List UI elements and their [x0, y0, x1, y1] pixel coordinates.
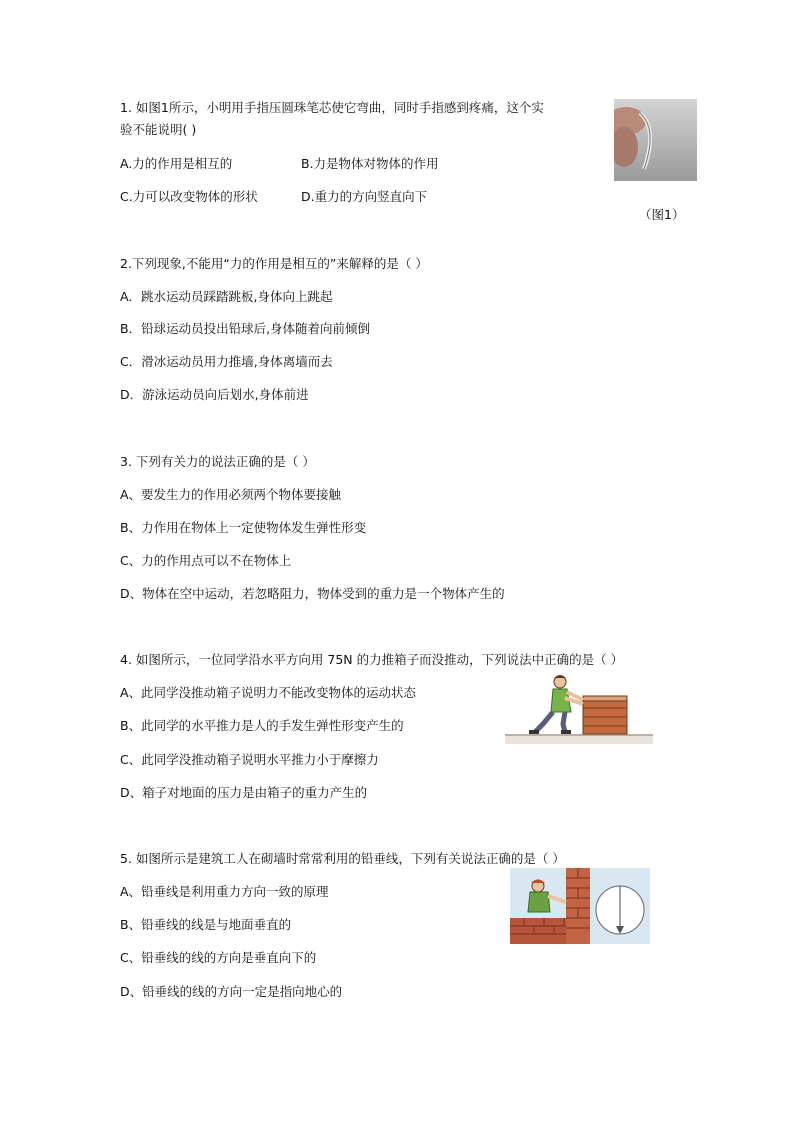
q4-option-b: B、此同学的水平推力是人的手发生弹性形变产生的	[120, 718, 404, 733]
q1-option-a: A.力的作用是相互的	[120, 156, 233, 171]
q4-figure-push-box	[505, 672, 655, 748]
q2-option-a: A．跳水运动员踩踏跳板,身体向上跳起	[120, 289, 333, 304]
q1-figure-pen-bend	[614, 99, 697, 181]
q1-option-b: B.力是物体对物体的作用	[301, 156, 439, 171]
q3-option-c: C、力的作用点可以不在物体上	[120, 553, 292, 568]
q1-figure-caption: （图1）	[639, 207, 685, 222]
q5-option-a: A、铅垂线是利用重力方向一致的原理	[120, 884, 329, 899]
q2-option-c: C．滑冰运动员用力推墙,身体离墙而去	[120, 354, 333, 369]
q5-option-b: B、铅垂线的线是与地面垂直的	[120, 917, 292, 932]
q1-option-d: D.重力的方向竖直向下	[301, 189, 428, 204]
q3-option-d: D、物体在空中运动，若忽略阻力，物体受到的重力是一个物体产生的	[120, 586, 505, 601]
q4-option-c: C、此同学没推动箱子说明水平推力小于摩擦力	[120, 752, 379, 767]
q5-option-d: D、铅垂线的线的方向一定是指向地心的	[120, 984, 343, 999]
q3-option-b: B、力作用在物体上一定使物体发生弹性形变	[120, 520, 367, 535]
q1-option-c: C.力可以改变物体的形状	[120, 189, 258, 204]
q2-stem: 2.下列现象,不能用“力的作用是相互的”来解释的是（ ）	[120, 256, 428, 271]
q3-option-a: A、要发生力的作用必须两个物体要接触	[120, 487, 342, 502]
q2-option-b: B．铅球运动员投出铅球后,身体随着向前倾倒	[120, 321, 371, 336]
q4-option-d: D、箱子对地面的压力是由箱子的重力产生的	[120, 785, 368, 800]
q1-stem-line2: 验不能说明( )	[120, 122, 197, 137]
q2-option-d: D．游泳运动员向后划水,身体前进	[120, 387, 309, 402]
q4-option-a: A、此同学没推动箱子说明力不能改变物体的运动状态	[120, 685, 417, 700]
q4-stem: 4. 如图所示，一位同学沿水平方向用 75N 的力推箱子而没推动，下列说法中正确的是（ ）	[120, 652, 624, 667]
q3-stem: 3. 下列有关力的说法正确的是（ ）	[120, 454, 315, 469]
q5-figure-plumb-line	[510, 868, 650, 944]
q1-stem-line1: 1. 如图1所示，小明用手指压圆珠笔芯使它弯曲，同时手指感到疼痛，这个实	[120, 100, 544, 115]
q5-stem: 5. 如图所示是建筑工人在砌墙时常常利用的铅垂线，下列有关说法正确的是（ ）	[120, 851, 565, 866]
q5-option-c: C、铅垂线的线的方向是垂直向下的	[120, 950, 317, 965]
